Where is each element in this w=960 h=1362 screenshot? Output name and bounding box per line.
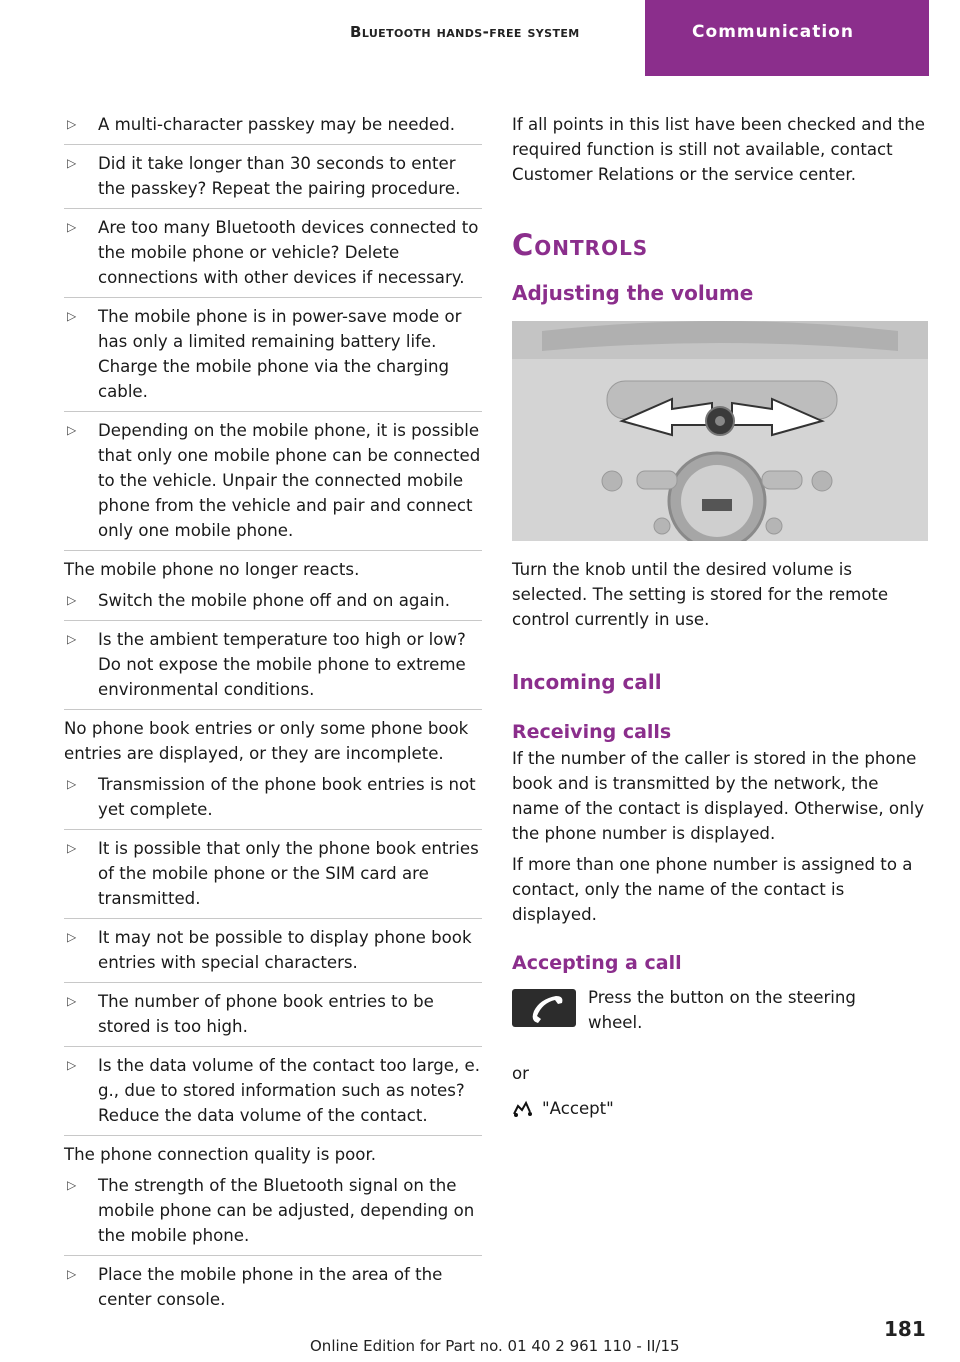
heading-controls: Controls: [512, 228, 649, 262]
volume-knob-photo: [512, 321, 928, 541]
page-number: 181: [884, 1317, 926, 1341]
phone-button-icon: [512, 989, 576, 1027]
list-item: ▷ The number of phone book entries to be stored is too high.: [64, 989, 482, 1047]
paragraph: If the number of the caller is stored in the phone book and is transmitted by the network, the name of the contact is displayed. Otherwise, only the phone number is displayed.: [512, 749, 925, 843]
chapter-tab: [645, 0, 929, 76]
list-item: ▷ Is the data volume of the contact too large, e. g., due to stored information such as notes? Reduce the data volume of the contact.: [64, 1053, 482, 1136]
list-item: ▷ The strength of the Bluetooth signal on the mobile phone can be adjusted, depending on the mobile phone.: [64, 1173, 482, 1256]
list-item: ▷ The mobile phone is in power-save mode or has only a limited remaining battery life. Charge the mobile phone via the charging cable.: [64, 304, 482, 412]
triangle-bullet-icon: ▷: [67, 777, 77, 791]
list-item: ▷ Transmission of the phone book entries is not yet complete.: [64, 772, 482, 830]
paragraph: If all points in this list have been checked and the required function is still not available, contact Customer Relations or the service center.: [512, 115, 925, 184]
section-title: Bluetooth hands-free system: [350, 23, 580, 41]
list-item: ▷ Are too many Bluetooth devices connected to the mobile phone or vehicle? Delete connections with other devices if necessary.: [64, 215, 482, 298]
triangle-bullet-icon: ▷: [67, 994, 77, 1008]
triangle-bullet-icon: ▷: [67, 1058, 77, 1072]
triangle-bullet-icon: ▷: [67, 156, 77, 170]
right-column: [512, 112, 930, 1121]
triangle-bullet-icon: ▷: [67, 930, 77, 944]
chapter-tab-label: Communication: [692, 22, 854, 42]
list-item: ▷ It is possible that only the phone book entries of the mobile phone or the SIM card are transmitted.: [64, 836, 482, 919]
list-item: ▷ It may not be possible to display phone book entries with special characters.: [64, 925, 482, 983]
voice-command-icon: [512, 1100, 534, 1125]
accept-button-text: Press the button on the steering wheel.: [588, 988, 856, 1032]
list-item: ▷ Did it take longer than 30 seconds to enter the passkey? Repeat the pairing procedure.: [64, 151, 482, 209]
paragraph: The phone connection quality is poor.: [64, 1145, 377, 1164]
heading-receiving-calls: Receiving calls: [512, 721, 672, 743]
heading-adjusting-volume: Adjusting the volume: [512, 281, 754, 305]
or-text: or: [512, 1064, 529, 1083]
triangle-bullet-icon: ▷: [67, 632, 77, 646]
paragraph: No phone book entries or only some phone book entries are displayed, or they are incomplete.: [64, 719, 469, 763]
footer-edition: Online Edition for Part no. 01 40 2 961 110 - II/15: [310, 1337, 680, 1355]
paragraph: Turn the knob until the desired volume is selected. The setting is stored for the remote control currently in use.: [512, 560, 889, 629]
list-item: ▷ Depending on the mobile phone, it is possible that only one mobile phone can be connected to the vehicle. Unpair the connected mobile phone from the vehicle and pair and connect only one mobile phone.: [64, 418, 482, 551]
triangle-bullet-icon: ▷: [67, 841, 77, 855]
paragraph: If more than one phone number is assigned to a contact, only the name of the contact is displayed.: [512, 855, 913, 924]
list-item: ▷ Switch the mobile phone off and on again.: [64, 588, 482, 621]
list-item: ▷ Place the mobile phone in the area of the center console.: [64, 1262, 482, 1319]
list-item: ▷ Is the ambient temperature too high or low? Do not expose the mobile phone to extreme environmental conditions.: [64, 627, 482, 710]
triangle-bullet-icon: ▷: [67, 423, 77, 437]
heading-accepting-call: Accepting a call: [512, 952, 682, 974]
heading-incoming-call: Incoming call: [512, 670, 662, 694]
paragraph: The mobile phone no longer reacts.: [64, 560, 360, 579]
voice-command: [512, 1096, 930, 1121]
left-column: [64, 112, 482, 1325]
triangle-bullet-icon: ▷: [67, 117, 77, 131]
triangle-bullet-icon: ▷: [67, 593, 77, 607]
triangle-bullet-icon: ▷: [67, 1267, 77, 1281]
triangle-bullet-icon: ▷: [67, 1178, 77, 1192]
triangle-bullet-icon: ▷: [67, 309, 77, 323]
list-item: ▷ A multi-character passkey may be needed.: [64, 112, 482, 145]
triangle-bullet-icon: ▷: [67, 220, 77, 234]
voice-command-text: "Accept": [542, 1099, 614, 1118]
accept-call-instruction: [512, 985, 930, 1043]
